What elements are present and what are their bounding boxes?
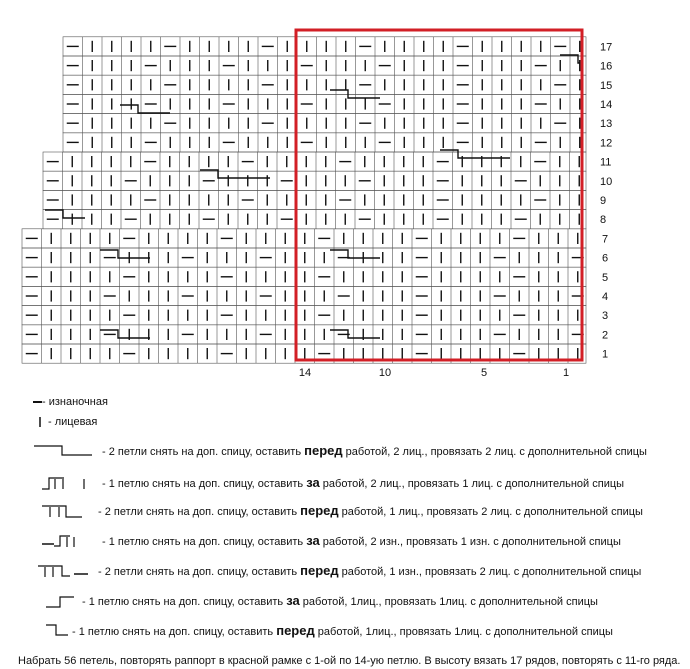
legend-bold: за [306, 532, 320, 548]
column-number: 10 [378, 367, 392, 379]
row-number: 4 [602, 291, 609, 303]
legend-row-c1b [22, 472, 624, 492]
legend-pre: - 2 петли снять на доп. спицу, оставить [98, 505, 301, 518]
legend-text-purl: - изнаночная [42, 396, 108, 408]
legend-post: работой, 2 лиц., провязать 1 лиц. с дополнительной спицы [319, 477, 625, 490]
legend-row-c1b1 [22, 590, 598, 610]
row-number: 8 [600, 214, 607, 227]
legend-bold: за [286, 592, 300, 608]
legend-row-knit [20, 412, 97, 432]
row-number: 9 [600, 195, 607, 207]
cable-1-over-2-back-icon [22, 474, 102, 490]
cable-2-over-2-front-icon [22, 442, 102, 458]
cable-1-over-1-back-icon [22, 592, 82, 608]
legend-row-c1f1 [22, 620, 613, 640]
legend-pre: - 1 петлю снять на доп. спицу, оставить [102, 477, 307, 490]
legend-post: работой, 1 изн., провязать 2 лиц. с дополнительной спицы [338, 565, 642, 578]
row-number: 5 [602, 271, 609, 284]
legend-row-c2p [22, 560, 641, 580]
legend-row-c1p [22, 530, 621, 550]
legend-post: работой, 2 лиц., провязать 2 лиц. с дополнительной спицы [342, 445, 647, 458]
row-number: 11 [600, 156, 612, 169]
legend-post: работой, 1лиц., провязать 1лиц. с дополнительной спицы [299, 595, 598, 608]
legend-pre: - 1 петлю снять на доп. спицу, оставить [102, 535, 307, 548]
legend-bold: за [306, 474, 320, 490]
legend-pre: - 1 петлю снять на доп. спицу, оставить [72, 625, 277, 638]
legend-post: работой, 2 изн., провязать 1 изн. с дополнительной спицы [319, 535, 621, 548]
row-number: 3 [602, 310, 609, 323]
row-number: 14 [600, 99, 613, 111]
legend-pre: - 2 петли снять на доп. спицу, оставить [102, 445, 305, 458]
column-number: 5 [480, 367, 488, 379]
legend-row-c2f [22, 440, 647, 460]
row-number: 17 [600, 41, 613, 54]
legend-bold: перед [300, 502, 339, 518]
row-number: 15 [600, 79, 613, 92]
legend-bold: перед [276, 622, 315, 638]
purl-dash-icon [20, 394, 42, 410]
legend-bold: перед [300, 562, 339, 578]
row-number: 10 [600, 175, 613, 188]
column-number: 14 [298, 367, 312, 379]
legend-pre: - 2 петли снять на доп. спицу, оставить [98, 565, 301, 578]
row-number: 7 [602, 233, 609, 246]
column-number: 1 [562, 367, 570, 379]
legend-row-c21f [22, 500, 643, 520]
row-number: 6 [602, 252, 609, 265]
chart-stitches [26, 41, 584, 359]
row-number: 1 [602, 348, 609, 361]
instructions-footer: Набрать 56 петель, повторять раппорт в красной рамке с 1-ой по 14-ую петлю. В высоту вязать 17 рядов, повторять с 11-го ряда. [18, 655, 681, 667]
legend-text-knit: - лицевая [48, 416, 98, 428]
row-number: 13 [600, 118, 613, 131]
cable-2-over-1-purl-front-icon [22, 562, 98, 578]
legend-row-purl [20, 392, 108, 412]
row-number: 2 [602, 329, 609, 342]
legend-bold: перед [304, 442, 343, 458]
cable-1-over-2-purl-back-icon [22, 532, 102, 548]
cable-1-over-1-front-icon [22, 622, 72, 638]
row-number: 12 [600, 137, 613, 150]
cable-2-over-1-front-icon [22, 502, 98, 518]
legend-post: работой, 1лиц., провязать 1лиц. с дополнительной спицы [314, 625, 613, 638]
legend-pre: - 1 петлю снять на доп. спицу, оставить [82, 595, 287, 608]
row-number: 16 [600, 60, 613, 73]
legend-post: работой, 1 лиц., провязать 2 лиц. с дополнительной спицы [338, 505, 643, 518]
knit-bar-icon [20, 414, 48, 430]
